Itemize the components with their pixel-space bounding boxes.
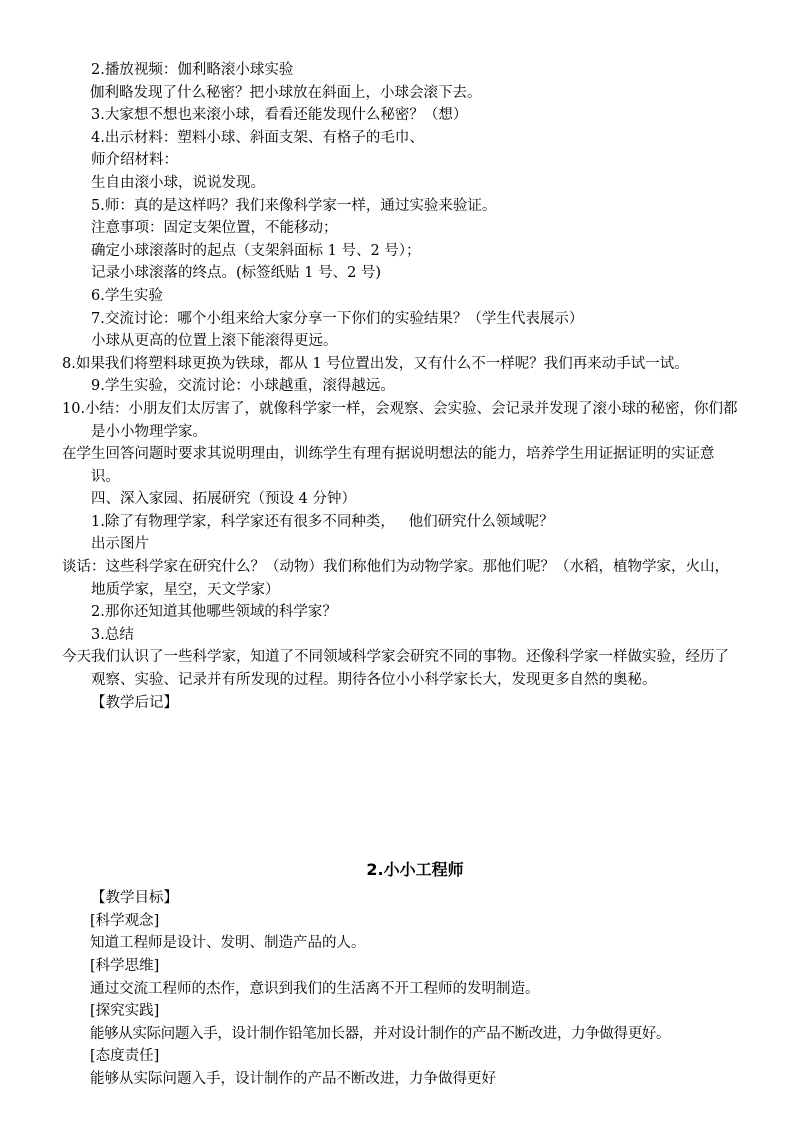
text-line: 5.师：真的是这样吗？我们来像科学家一样，通过实验来验证。 bbox=[91, 197, 497, 214]
text-line: 1.除了有物理学家，科学家还有很多不同种类， 他们研究什么领域呢？ bbox=[91, 513, 554, 530]
text-line: 师介绍材料： bbox=[91, 152, 178, 169]
postscript-heading: 【教学后记】 bbox=[91, 694, 178, 711]
paragraph-10-text: 10.小结：小朋友们太厉害了，就像科学家一样，会观察、会实验、会记录并发现了滚小球的秘密，你们都是小小物理学家。 bbox=[62, 400, 738, 440]
goal-heading: [科学思维] bbox=[90, 958, 160, 974]
text-line: 2.那你还知道其他哪些领域的科学家？ bbox=[91, 604, 337, 621]
paragraph-8 bbox=[62, 353, 739, 376]
text-line: 小球从更高的位置上滚下能滚得更远。 bbox=[91, 333, 338, 350]
text-line: 7.交流讨论：哪个小组来给大家分享一下你们的实验结果？（学生代表展示） bbox=[91, 310, 584, 327]
text-line: 记录小球滚落的终点。(标签纸贴 1 号、2 号) bbox=[91, 265, 382, 282]
paragraph-summary-text: 今天我们认识了一些科学家，知道了不同领域科学家会研究不同的事物。还像科学家一样做实验，经历了观察、实验、记录并有所发现的过程。期待各位小小科学家长大，发现更多自然的奥秘。 bbox=[62, 649, 729, 689]
text-line: 3.大家想不想也来滚小球，看看还能发现什么秘密？（想） bbox=[91, 107, 468, 124]
text-line: 注意事项：固定支架位置，不能移动； bbox=[91, 220, 338, 237]
paragraph-10 bbox=[62, 398, 739, 443]
text-line: 2.播放视频：伽利略滚小球实验 bbox=[91, 62, 294, 78]
text-line: 4.出示材料：塑料小球、斜面支架、有格子的毛巾、 bbox=[91, 129, 424, 146]
text-line: 9.学生实验，交流讨论：小球越重，滚得越远。 bbox=[91, 378, 395, 395]
goal-text: 能够从实际问题入手，设计制作的产品不断改进，力争做得更好 bbox=[90, 1070, 496, 1087]
text-line: 确定小球滚落时的起点（支架斜面标 1 号、2 号）； bbox=[91, 242, 421, 259]
paragraph-talk bbox=[62, 556, 739, 601]
paragraph-talk-text: 谈话：这些科学家在研究什么？（动物）我们称他们为动物学家。那他们呢？（水稻，植物学家，火山，地质学家，星空，天文学家） bbox=[62, 559, 729, 598]
goal-heading: [态度责任] bbox=[90, 1048, 160, 1065]
text-line: 出示图片 bbox=[91, 536, 149, 553]
paragraph-8-text: 8.如果我们将塑料球更换为铁球，都从 1 号位置出发，又有什么不一样呢？我们再来动手试一试。 bbox=[62, 355, 689, 372]
text-line: 生自由滚小球，说说发现。 bbox=[91, 174, 265, 191]
section-heading: 四、深入家园、拓展研究（预设 4 分钟） bbox=[91, 491, 356, 508]
document-body bbox=[62, 59, 739, 1091]
goal-heading: [科学观念] bbox=[90, 912, 160, 929]
text-line: 3.总结 bbox=[91, 626, 134, 643]
goal-text: 能够从实际问题入手，设计制作铅笔加长器，并对设计制作的产品不断改进，力争做得更好。 bbox=[90, 1025, 671, 1042]
goal-text: 知道工程师是设计、发明、制造产品的人。 bbox=[90, 935, 366, 952]
paragraph-reason-text: 在学生回答问题时要求其说明理由，训练学生有理有据说明想法的能力，培养学生用证据证明的实证意识。 bbox=[62, 446, 715, 485]
lesson-title: 2.小小工程师 bbox=[366, 860, 464, 880]
paragraph-reason bbox=[62, 443, 739, 488]
goal-text: 通过交流工程师的杰作，意识到我们的生活离不开工程师的发明制造。 bbox=[90, 980, 540, 997]
spacer bbox=[91, 714, 739, 851]
paragraph-summary bbox=[62, 646, 739, 691]
text-line: 6.学生实验 bbox=[91, 287, 163, 304]
text-line: 伽利略发现了什么秘密？把小球放在斜面上，小球会滚下去。 bbox=[90, 84, 482, 101]
goals-heading: 【教学目标】 bbox=[91, 890, 178, 907]
goal-heading: [探究实践] bbox=[90, 1003, 160, 1020]
